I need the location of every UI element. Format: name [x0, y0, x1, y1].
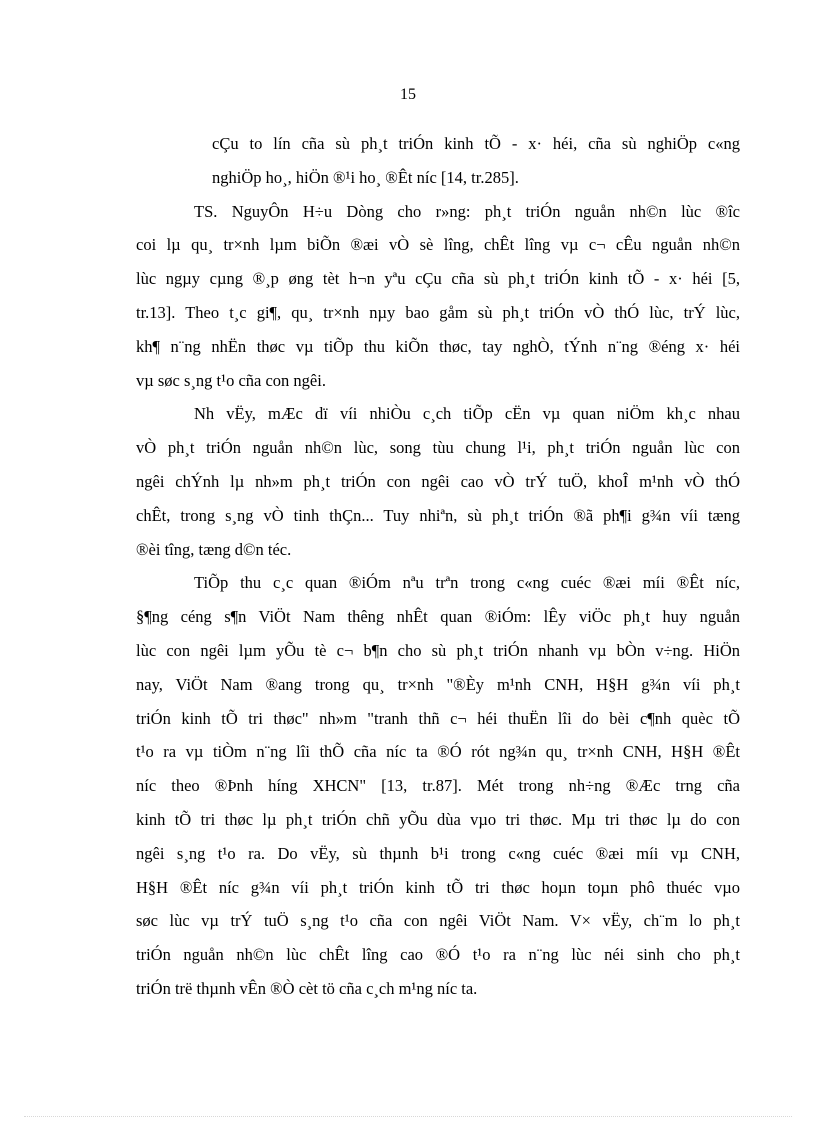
text-line: chÊt, trong s¸ng vÒ tinh thÇn... Tuy nhiªn, sù ph¸t triÓn ®ã ph¶i g¾n víi tæng [136, 505, 740, 525]
text-line: coi lµ qu¸ tr×nh lµm biÕn ®æi vÒ sè lîng, chÊt lîng vµ c¬ cÊu nguån nh©n [136, 235, 740, 255]
text-line: TiÕp thu c¸c quan ®iÓm nªu trªn trong c«ng cuéc ®æi míi ®Êt níc, [194, 573, 740, 593]
text-line: t¹o ra vµ tiÒm n¨ng lîi thÕ cña níc ta ®Ó rót ng¾n qu¸ tr×nh CNH, H§H ®Êt [136, 742, 740, 762]
page-bottom-divider [24, 1116, 792, 1117]
text-line: triÓn kinh tÕ tri thøc" nh»m "tranh thñ c¬ héi thuËn lîi do bèi c¶nh quèc tÕ [136, 708, 740, 728]
text-line: TS. NguyÔn H÷u Dòng cho r»ng: ph¸t triÓn nguån nh©n lùc ®îc [194, 201, 740, 221]
body-text [136, 127, 740, 1006]
text-line: kh¶ n¨ng nhËn thøc vµ tiÕp thu kiÕn thøc, tay nghÒ, tÝnh n¨ng ®éng x· héi [136, 336, 740, 356]
text-line: ngêi s¸ng t¹o ra. Do vËy, sù thµnh b¹i trong c«ng cuéc ®æi míi vµ CNH, [136, 843, 740, 863]
text-line: §¶ng céng s¶n ViÖt Nam thêng nhÊt quan ®iÓm: lÊy viÖc ph¸t huy nguån [136, 607, 740, 627]
text-line: lùc ngµy cµng ®¸p øng tèt h¬n yªu cÇu cña sù ph¸t triÓn kinh tÕ - x· héi [5, [136, 269, 740, 289]
text-line: vÒ ph¸t triÓn nguån nh©n lùc, song tùu chung l¹i, ph¸t triÓn nguån lùc con [136, 438, 740, 458]
text-line: Nh vËy, mÆc dï víi nhiÒu c¸ch tiÕp cËn vµ quan niÖm kh¸c nhau [194, 404, 740, 424]
text-line: lùc con ngêi lµm yÕu tè c¬ b¶n cho sù ph¸t triÓn nhanh vµ bÒn v÷ng. HiÖn [136, 640, 740, 660]
text-line: ®èi tîng, tæng d©n téc. [136, 539, 292, 559]
text-line: triÓn trë thµnh vÊn ®Ò cèt tö cña c¸ch m¹ng níc ta. [136, 978, 478, 998]
text-line: níc theo ®Þnh híng XHCN" [13, tr.87]. Mét trong nh÷ng ®Æc trng cña [136, 776, 740, 796]
text-line: ngêi chÝnh lµ nh»m ph¸t triÓn con ngêi cao vÒ trÝ tuÖ, khoÎ m¹nh vÒ thÓ [136, 471, 740, 491]
text-line: kinh tÕ tri thøc lµ ph¸t triÓn chñ yÕu dùa vµo tri thøc. Mµ tri thøc lµ do con [136, 809, 740, 829]
text-line: cÇu to lín cña sù ph¸t triÓn kinh tÕ - x· héi, cña sù nghiÖp c«ng [212, 134, 740, 153]
page-number: 15 [400, 86, 416, 103]
text-line: triÓn nguån nh©n lùc chÊt lîng cao ®Ó t¹o ra n¨ng lùc néi sinh cho ph¸t [136, 945, 740, 965]
text-line: søc lùc vµ trÝ tuÖ s¸ng t¹o cña con ngêi ViÖt Nam. V× vËy, ch¨m lo ph¸t [136, 911, 740, 931]
text-line: tr.13]. Theo t¸c gi¶, qu¸ tr×nh nµy bao gåm sù ph¸t triÓn vÒ thÓ lùc, trÝ lùc, [136, 302, 740, 322]
text-line: vµ søc s¸ng t¹o cña con ngêi. [136, 370, 326, 390]
text-line: nay, ViÖt Nam ®ang trong qu¸ tr×nh "®Èy m¹nh CNH, H§H g¾n víi ph¸t [136, 674, 740, 694]
text-line: H§H ®Êt níc g¾n víi ph¸t triÓn kinh tÕ tri thøc hoµn toµn phô thuéc vµo [136, 877, 740, 897]
text-line: nghiÖp ho¸, hiÖn ®¹i ho¸ ®Êt níc [14, tr.285]. [212, 167, 519, 187]
